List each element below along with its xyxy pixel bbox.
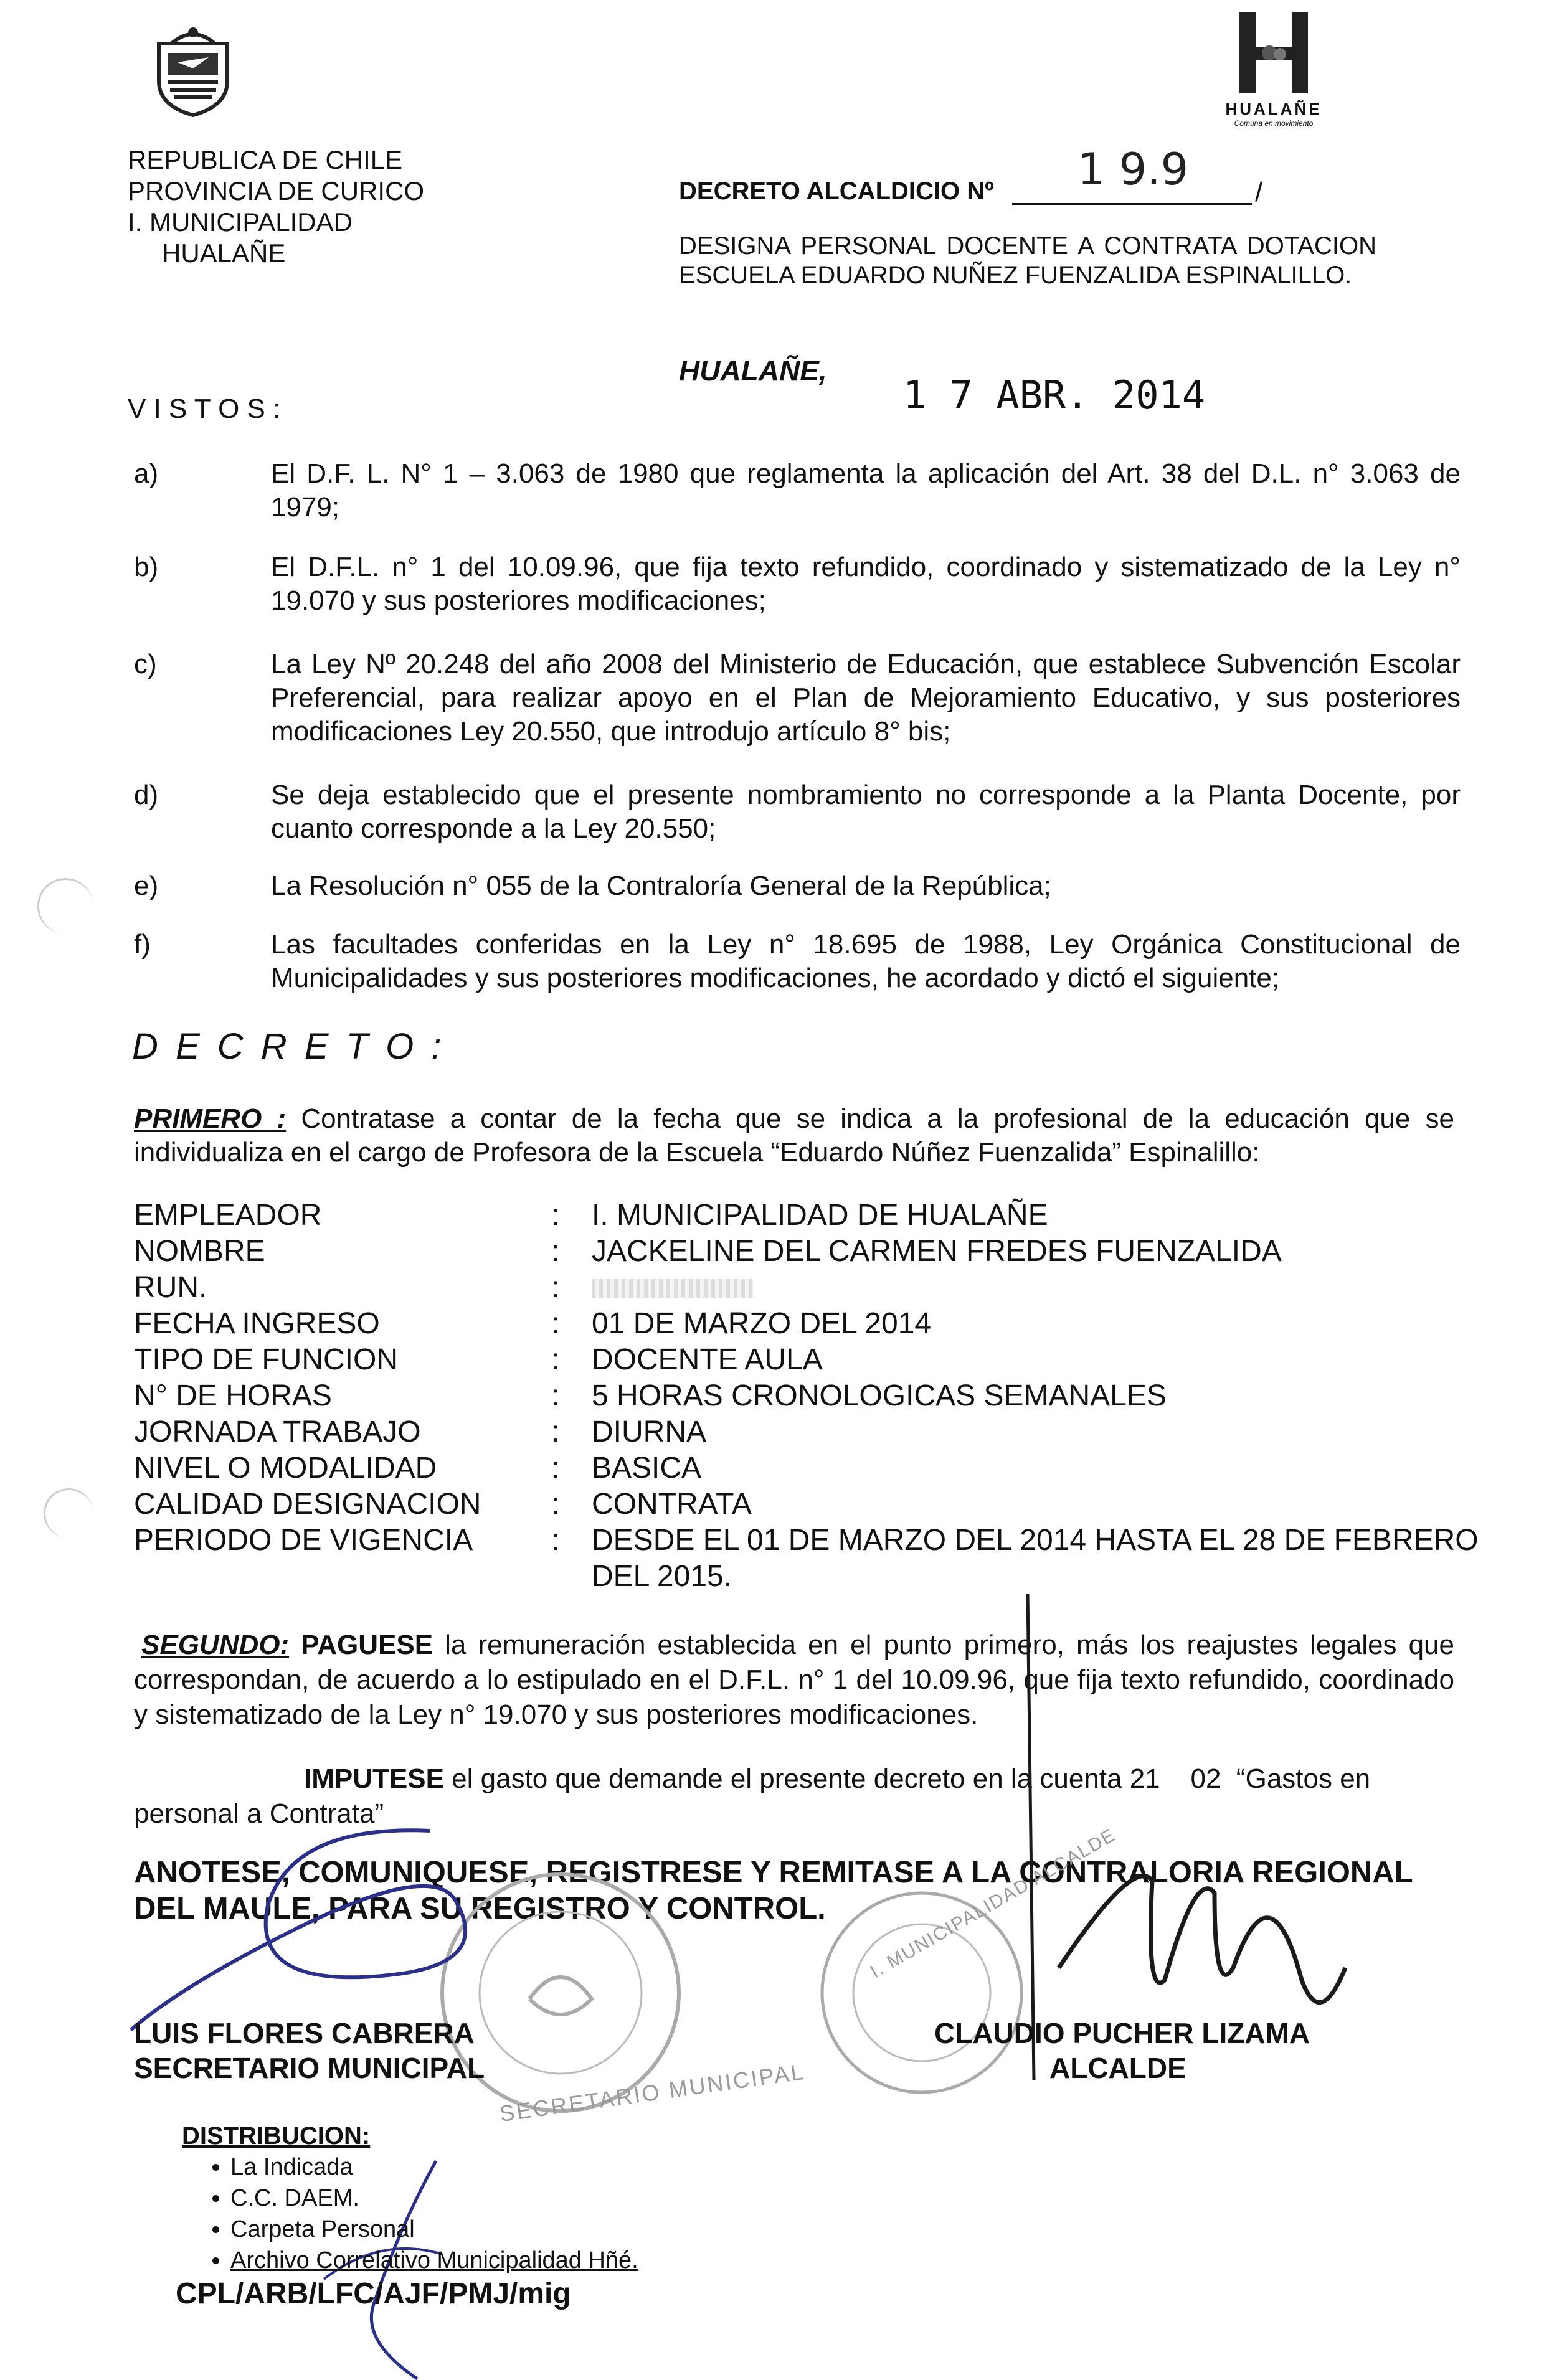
field-value: BASICA [592, 1452, 702, 1485]
field-colon: : [551, 1235, 560, 1268]
logo-text: HUALAÑE [1225, 100, 1322, 118]
field-label: N° DE HORAS [134, 1379, 332, 1412]
coat-of-arms-logo [146, 25, 240, 118]
field-row-vigencia [134, 1523, 1535, 1558]
segundo-text: la remuneración establecida en el punto primero, más los reajustes legales que correspondan, de acuerdo a lo estipulado en el D.F.L. n° 1 del 10.09.96, que fija texto refundido, coordinado y sistematizado de la Ley n° 19.070 y sus posteriores modificaciones. [134, 1630, 1454, 1730]
closing-paragraph: ANOTESE, COMUNIQUESE, REGISTRESE Y REMITASE A LA CONTRALORIA REGIONAL DEL MAULE, PARA SU REGISTRO Y CONTROL. [134, 1856, 1413, 1925]
field-row-nombre [134, 1234, 1535, 1269]
decree-number: 1 9.9 [1077, 144, 1189, 195]
vistos-text: El D.F.L. n° 1 del 10.09.96, que fija texto refundido, coordinado y sistematizado de la Ley n° 19.070 y sus posteriores modificaciones; [271, 552, 1461, 616]
vistos-letter: a) [134, 458, 159, 489]
segundo-label: SEGUNDO: [141, 1630, 290, 1660]
h-logo-icon [1233, 9, 1314, 97]
field-label: CALIDAD DESIGNACION [134, 1488, 481, 1521]
field-label: RUN. [134, 1271, 207, 1304]
decree-subject: DESIGNA PERSONAL DOCENTE A CONTRATA DOTACION ESCUELA EDUARDO NUÑEZ FUENZALIDA ESPINALILLO. [679, 232, 1376, 289]
mayor-title: ALCALDE [1049, 2052, 1186, 2084]
primero-text: Contratase a contar de la fecha que se indica a la profesional de la educación que se individualiza en el cargo de Profesora de la Escuela “Eduardo Núñez Fuenzalida” Espinalillo: [134, 1103, 1454, 1168]
distribucion-title: DISTRIBUCION: [182, 2122, 371, 2150]
field-row-empleador [134, 1198, 1535, 1233]
punch-hole-mark [37, 878, 93, 934]
distribucion-list [215, 2151, 638, 2276]
field-value: I. MUNICIPALIDAD DE HUALAÑE [592, 1199, 1048, 1232]
field-colon: : [551, 1452, 560, 1485]
vistos-text: La Resolución n° 055 de la Contraloría General de la República; [271, 871, 1051, 901]
segundo-bold: PAGUESE [301, 1630, 433, 1660]
field-colon: : [551, 1524, 560, 1557]
decree-number-line [1012, 203, 1252, 205]
field-colon: : [551, 1415, 560, 1448]
field-colon: : [551, 1271, 560, 1304]
decree-label: DECRETO ALCALDICIO Nº [679, 177, 994, 205]
vistos-text: La Ley Nº 20.248 del año 2008 del Ministerio de Educación, que establece Subvención Escolar Preferencial, para realizar apoyo en el Plan de Mejoramiento Educativo, y sus posteriores modificaciones Ley 20.550, que introdujo artículo 8° bis; [271, 649, 1461, 747]
field-colon: : [551, 1488, 560, 1521]
vistos-letter: d) [134, 780, 159, 810]
reference-initials: CPL/ARB/LFC/AJF/PMJ/mig [176, 2277, 571, 2310]
field-colon: : [551, 1199, 560, 1232]
vistos-letter: b) [134, 552, 159, 582]
field-vigencia-cont: DEL 2015. [592, 1560, 732, 1593]
secretary-stamp-text: SECRETARIO MUNICIPAL [498, 2058, 807, 2127]
logo-tagline: Comuna en movimiento [1234, 119, 1314, 128]
place-label: HUALAÑE, [679, 354, 827, 387]
field-row-nivel [134, 1451, 1535, 1486]
field-label: NOMBRE [134, 1235, 265, 1268]
province-line: PROVINCIA DE CURICO [128, 176, 425, 205]
primero-paragraph [134, 1102, 1454, 1169]
vistos-text: El D.F. L. N° 1 – 3.063 de 1980 que reglamenta la aplicación del Art. 38 del D.L. n° 3.063 de 1979; [271, 458, 1461, 522]
hualane-logo [1218, 9, 1330, 128]
imputese-line2: personal a Contrata” [134, 1798, 384, 1829]
field-value: JACKELINE DEL CARMEN FREDES FUENZALIDA [592, 1235, 1282, 1268]
primero-label: PRIMERO : [134, 1103, 287, 1134]
field-value: 01 DE MARZO DEL 2014 [592, 1307, 932, 1340]
field-value: CONTRATA [592, 1488, 752, 1521]
secretary-name: LUIS FLORES CABRERA [134, 2017, 475, 2049]
decree-number-slash: / [1255, 177, 1263, 207]
vistos-letter: f) [134, 929, 151, 960]
field-label: FECHA INGRESO [134, 1307, 380, 1340]
field-row-horas [134, 1379, 1535, 1414]
field-value: DIURNA [592, 1415, 707, 1448]
imputese-text: el gasto que demande el presente decreto en la cuenta 21 02 “Gastos en [452, 1764, 1371, 1794]
field-row-tipo-funcion [134, 1343, 1535, 1377]
date-stamp: 1 7 ABR. 2014 [903, 372, 1206, 418]
field-value-redacted [592, 1279, 754, 1298]
secretary-title: SECRETARIO MUNICIPAL [134, 2052, 485, 2084]
country-line: REPUBLICA DE CHILE [128, 145, 403, 174]
field-row-calidad [134, 1487, 1535, 1522]
field-label: TIPO DE FUNCION [134, 1343, 399, 1376]
mayor-stamp-text: I. MUNICIPALIDAD ALCALDE [866, 1824, 1120, 1983]
vistos-text: Se deja establecido que el presente nombramiento no corresponde a la Planta Docente, por cuanto corresponde a la Ley 20.550; [271, 780, 1461, 844]
field-label: EMPLEADOR [134, 1199, 322, 1232]
field-label: NIVEL O MODALIDAD [134, 1452, 437, 1485]
field-value: DESDE EL 01 DE MARZO DEL 2014 HASTA EL 28 DE FEBRERO [592, 1524, 1479, 1557]
field-row-jornada [134, 1415, 1535, 1450]
city-line: HUALAÑE [162, 238, 286, 268]
header-institution [128, 144, 424, 269]
mayor-name: CLAUDIO PUCHER LIZAMA [934, 2017, 1310, 2049]
field-label: PERIODO DE VIGENCIA [134, 1524, 473, 1557]
distribucion-item: • Carpeta Personal [230, 2214, 638, 2245]
field-value: 5 HORAS CRONOLOGICAS SEMANALES [592, 1379, 1167, 1412]
field-label: JORNADA TRABAJO [134, 1415, 421, 1448]
mayor-stamp [810, 1881, 1034, 2105]
field-colon: : [551, 1379, 560, 1412]
vistos-title: V I S T O S : [128, 394, 281, 424]
punch-hole-mark [44, 1488, 93, 1538]
vistos-letter: c) [134, 649, 157, 679]
distribucion-item: • C.C. DAEM. [230, 2183, 638, 2214]
vistos-text: Las facultades conferidas en la Ley n° 18.695 de 1988, Ley Orgánica Constitucional de Municipalidades y sus posteriores modificaciones, he acordado y dictó el siguiente; [271, 929, 1461, 993]
distribucion-item: • Archivo Correlativo Municipalidad Hñé. [230, 2245, 638, 2276]
decreto-title: D E C R E T O : [132, 1026, 445, 1067]
distribucion-item: • La Indicada [230, 2151, 638, 2183]
field-row-fecha-ingreso [134, 1306, 1535, 1341]
vistos-letter: e) [134, 871, 159, 901]
imputese-bold: IMPUTESE [304, 1764, 444, 1794]
field-colon: : [551, 1307, 560, 1340]
field-colon: : [551, 1343, 560, 1376]
field-row-run [134, 1270, 1535, 1305]
field-value: DOCENTE AULA [592, 1343, 823, 1376]
municipality-line: I. MUNICIPALIDAD [128, 207, 353, 237]
